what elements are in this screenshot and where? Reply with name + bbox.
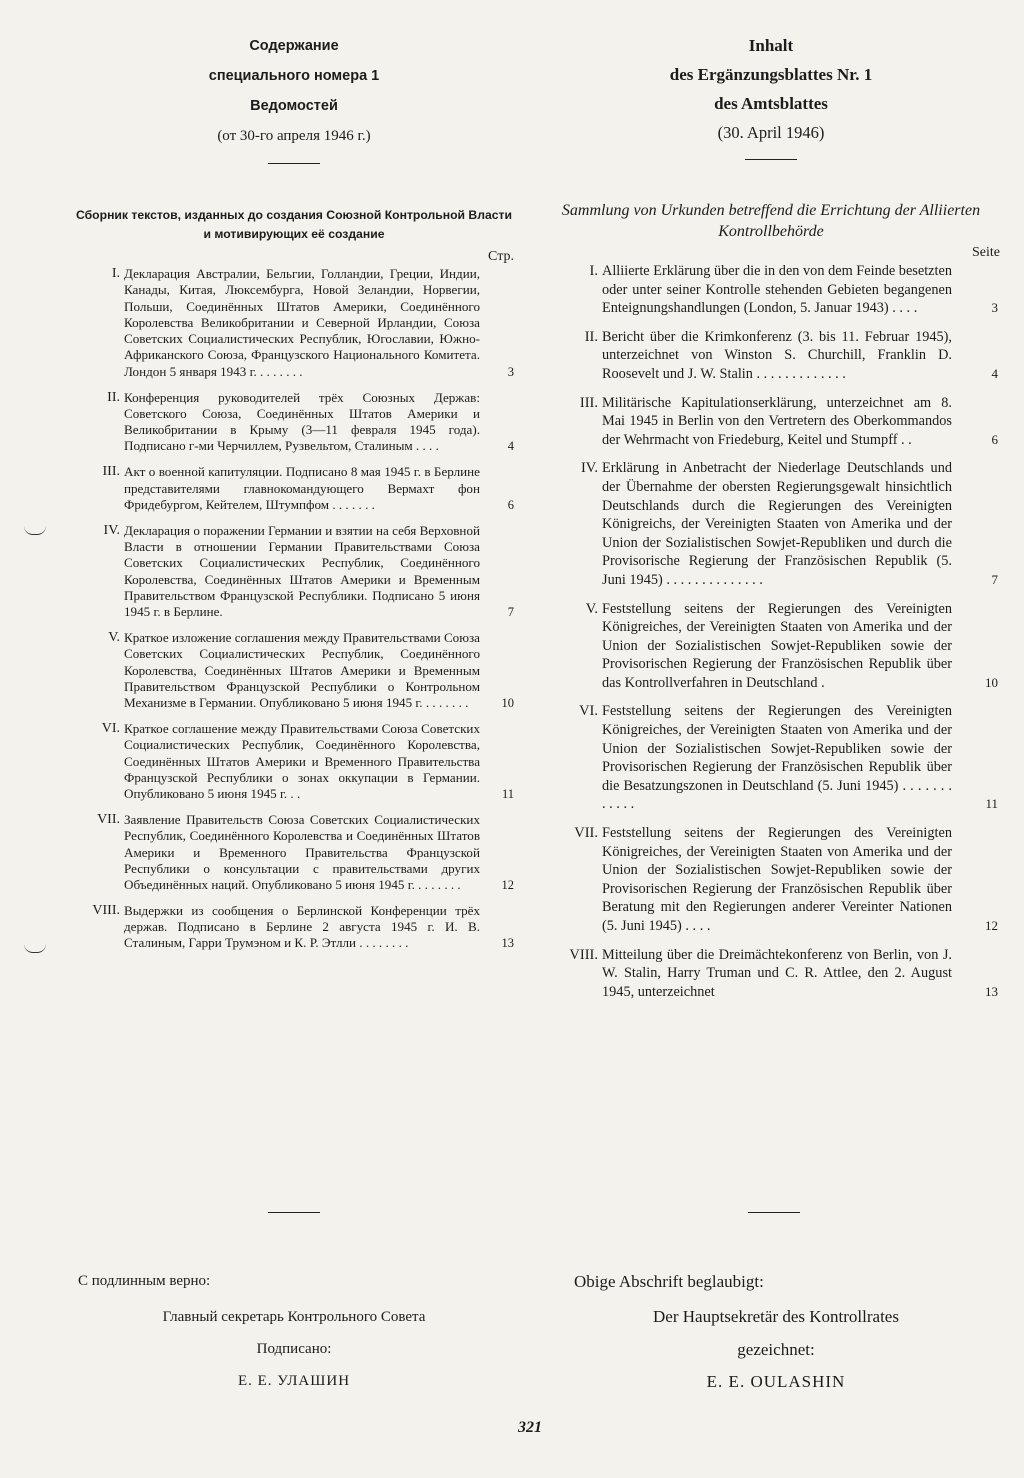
toc-item — [556, 600, 998, 693]
toc-item-page: 13 — [501, 936, 514, 951]
toc-item-text: Краткое соглашение между Правительствами Союза Советских Социалистических Республик, Соединённого Королевства, Соединённых Штатов Америки и Временного Правительства Французской Республики о зонах оккупации в Германии. Опубликовано 5 июня 1945 г. . . — [124, 720, 480, 802]
toc-item-page: 12 — [501, 878, 514, 893]
toc-item — [74, 523, 514, 621]
de-signed: gezeichnet: — [737, 1340, 815, 1359]
toc-item-page: 10 — [985, 674, 998, 690]
toc-item — [74, 630, 514, 711]
toc-item-number: II. — [584, 328, 598, 345]
toc-item — [556, 702, 998, 814]
toc-item-text: Декларация о поражении Германии и взятии на себя Верховной Власти в отношении Германии Правительствами Союза Советских Социалистических Республик, Соединённого Королевства, Соединённых Штатов Америки и Временным Правительством Французской Республики. Подписано 5 июня 1945 г. в Берлине. — [124, 522, 480, 620]
toc-item-number: I. — [111, 266, 120, 281]
toc-item-text: Feststellung seitens der Regierungen des Vereinigten Königreiches, der Vereinigten Staaten von Amerika und der Union der Sozialistischen Sowjet-Republiken sowie der Provisorischen Regierung der Französischen Republik über die Besatzungszonen in Deutschland (5. Juni 1945) . . . . . . . . . . . . — [602, 703, 952, 813]
ru-toc-list — [74, 266, 514, 952]
de-toc-list — [556, 262, 998, 1001]
de-secretary: Der Hauptsekretär des Kontrollrates — [653, 1307, 899, 1326]
ru-secretary: Главный секретарь Контрольного Совета — [162, 1309, 426, 1325]
toc-item — [74, 721, 514, 802]
de-signatory-name: E. E. OULASHIN — [706, 1372, 846, 1391]
toc-item-text: Акт о военной капитуляции. Подписано 8 мая 1945 г. в Берлине представителями главнокомандующего Вермахт фон Фридебургом, Кейтелем, Штумпфом . . . . . . . — [124, 464, 480, 512]
german-column — [556, 0, 1000, 1011]
ru-end-rule — [268, 1212, 320, 1213]
toc-item-page: 6 — [991, 431, 998, 447]
ru-signed: Подписано: — [256, 1341, 332, 1357]
toc-item-number: IV. — [103, 522, 120, 538]
toc-item-number: VIII. — [92, 902, 120, 918]
toc-item-page: 12 — [985, 918, 998, 933]
toc-item — [556, 946, 998, 1002]
de-certified: Obige Abschrift beglaubigt: — [574, 1272, 764, 1291]
toc-item-number: VI. — [101, 720, 120, 736]
de-header — [556, 31, 986, 147]
ru-header-line-2: специального номера 1 — [208, 68, 380, 84]
toc-item-number: IV. — [580, 460, 598, 477]
toc-item-text: Militärische Kapitulationserklärung, unterzeichnet am 8. Mai 1945 in Berlin von den Vertretern des Oberkommandos der Wehrmacht von Friedeburg, Keitel und Stumpff . . — [602, 394, 952, 448]
toc-item-page: 10 — [501, 696, 514, 711]
toc-item-text: Заявление Правительств Союза Советских Социалистических Республик, Соединённого Королевства и Соединённых Штатов Америки и Временного Правительства Французской Республики о консультации с правительствами других Объединённых наций. Опубликовано 5 июня 1945 г. . . . . . . . — [124, 811, 480, 893]
toc-item-page: 7 — [507, 605, 514, 620]
de-header-line-2: des Ergänzungsblattes Nr. 1 — [669, 65, 873, 84]
toc-item — [556, 459, 998, 589]
toc-item — [74, 390, 514, 455]
toc-item — [74, 464, 514, 513]
ru-header-line-1: Содержание — [249, 38, 339, 54]
margin-scan-mark — [24, 944, 46, 953]
toc-item-text: Feststellung seitens der Regierungen des Vereinigten Königreiches, der Vereinigten Staaten von Amerika und der Union der Sozialistischen Sowjet-Republiken sowie der Provisorischen Regierung der Französischen Republik über Beratung mit den Regierungen anderer Vereinter Nationen (5. Juni 1945) . . . . — [602, 825, 952, 934]
de-end-rule — [748, 1212, 800, 1213]
toc-item-page: 11 — [501, 787, 514, 802]
ru-header-rule — [268, 163, 320, 164]
ru-signatory-name: Е. Е. УЛАШИН — [237, 1373, 351, 1389]
toc-item — [74, 903, 514, 952]
toc-item-page: 13 — [985, 983, 998, 999]
toc-item-text: Декларация Австралии, Бельгии, Голландии, Греции, Индии, Канады, Китая, Люксембурга, Новой Зеландии, Норвегии, Польши, Соединённых Штатов Америки, Соединённого Королевства Великобритании и Северной Ирландии, Союза Советских Социалистических Республик, Югославии, Южно-Африканского Союза, Французского Национального Комитета. Лондон 5 января 1943 г. . . . . . . . — [124, 266, 480, 379]
toc-item-number: I. — [589, 263, 598, 279]
de-header-line-3: des Amtsblattes — [714, 94, 828, 113]
toc-item-text: Feststellung seitens der Regierungen des Vereinigten Königreiches, der Vereinigten Staaten von Amerika und der Union der Sozialistischen Sowjet-Republiken sowie der Provisorischen Regierung der Französischen Republik über das Kontrollverfahren in Deutschland . — [602, 600, 952, 691]
toc-item-number: V. — [585, 600, 598, 617]
toc-item-text: Mitteilung über die Dreimächtekonferenz von Berlin, von J. W. Stalin, Harry Truman und C. R. Attlee, den 2. August 1945, unterzeichnet — [602, 946, 952, 1000]
toc-item-text: Bericht über die Krimkonferenz (3. bis 11. Februar 1945), unterzeichnet von Winston S. Churchill, Franklin D. Roosevelt und J. W. Stalin . . . . . . . . . . . . . — [602, 328, 952, 382]
toc-item-number: III. — [102, 464, 120, 480]
ru-header — [74, 31, 514, 151]
toc-item-number: VII. — [97, 811, 120, 827]
toc-item-text: Erklärung in Anbetracht der Niederlage Deutschlands und der Übernahme der obersten Regierungsgewalt hinsichtlich Deutschlands durch die Regierungen des Vereinigten Königreichs, der Vereinigten Staaten von Amerika und der Union der Sozialistischen Sowjet-Republiken und durch die Provisorische Regierung der Französischen Republik (5. Juni 1945) . . . . . . . . . . . . . . — [602, 460, 952, 588]
ru-header-date: (от 30-го апреля 1946 г.) — [217, 128, 371, 144]
toc-item-number: II. — [107, 389, 120, 405]
toc-item — [556, 328, 998, 384]
toc-item-page: 11 — [985, 796, 998, 812]
toc-item-number: VIII. — [569, 946, 598, 963]
toc-item-text: Конференция руководителей трёх Союзных Держав: Советского Союза, Соединённых Штатов Америки и Великобритании в Крыму (3—11 февраля 1945 года). Подписано г-ми Черчиллем, Рузвельтом, Сталиным . . . . — [124, 389, 480, 454]
de-header-line-1: Inhalt — [748, 36, 794, 55]
de-section-title: Sammlung von Urkunden betreffend die Errichtung der Alliierten Kontrollbehörde — [561, 202, 981, 240]
toc-item-text: Выдержки из сообщения о Берлинской Конференции трёх держав. Подписано в Берлине 2 августа 1945 г. И. В. Сталиным, Гарри Трумэном и К. Р. Этлли . . . . . . . . — [124, 902, 480, 951]
ru-section-title: Сборник текстов, изданных до создания Союзной Контрольной Власти и мотивирующих её создание — [76, 208, 512, 241]
toc-item-page: 7 — [991, 571, 998, 587]
toc-item-page: 3 — [507, 364, 514, 379]
toc-item-number: III. — [579, 394, 598, 411]
toc-item-number: VII. — [574, 825, 598, 842]
page-number: 321 — [518, 1419, 542, 1436]
ru-certified: С подлинным верно: — [78, 1273, 211, 1289]
toc-item-text: Alliierte Erklärung über die in den von dem Feinde besetzten oder unter seiner Kontrolle stehenden Gebieten begangenen Enteignungshandlungen (London, 5. Januar 1943) . . . . — [602, 263, 952, 317]
toc-item — [556, 394, 998, 450]
ru-header-line-3: Ведомостей — [250, 98, 338, 114]
margin-scan-mark — [24, 526, 46, 535]
toc-item — [74, 812, 514, 893]
de-pages-label: Seite — [972, 245, 1000, 260]
ru-pages-label: Стр. — [488, 249, 514, 264]
toc-item — [74, 266, 514, 380]
russian-column — [74, 0, 514, 961]
toc-item-page: 6 — [507, 497, 514, 512]
toc-item — [556, 262, 998, 318]
toc-item-text: Краткое изложение соглашения между Правительствами Союза Советских Социалистических Республик, Соединённого Королевства, Соединённых Штатов Америки и Временным Правительством Французской Республики о Контрольном Механизме в Германии. Опубликовано 5 июня 1945 г. . . . . . . . — [124, 629, 480, 711]
de-header-rule — [745, 159, 797, 160]
toc-item-page: 3 — [991, 300, 998, 316]
toc-item-number: V. — [108, 629, 120, 645]
toc-item-page: 4 — [991, 365, 998, 381]
toc-item-page: 4 — [507, 439, 514, 454]
toc-item — [556, 824, 998, 936]
toc-item-number: VI. — [579, 703, 598, 720]
de-header-date: (30. April 1946) — [717, 123, 825, 142]
